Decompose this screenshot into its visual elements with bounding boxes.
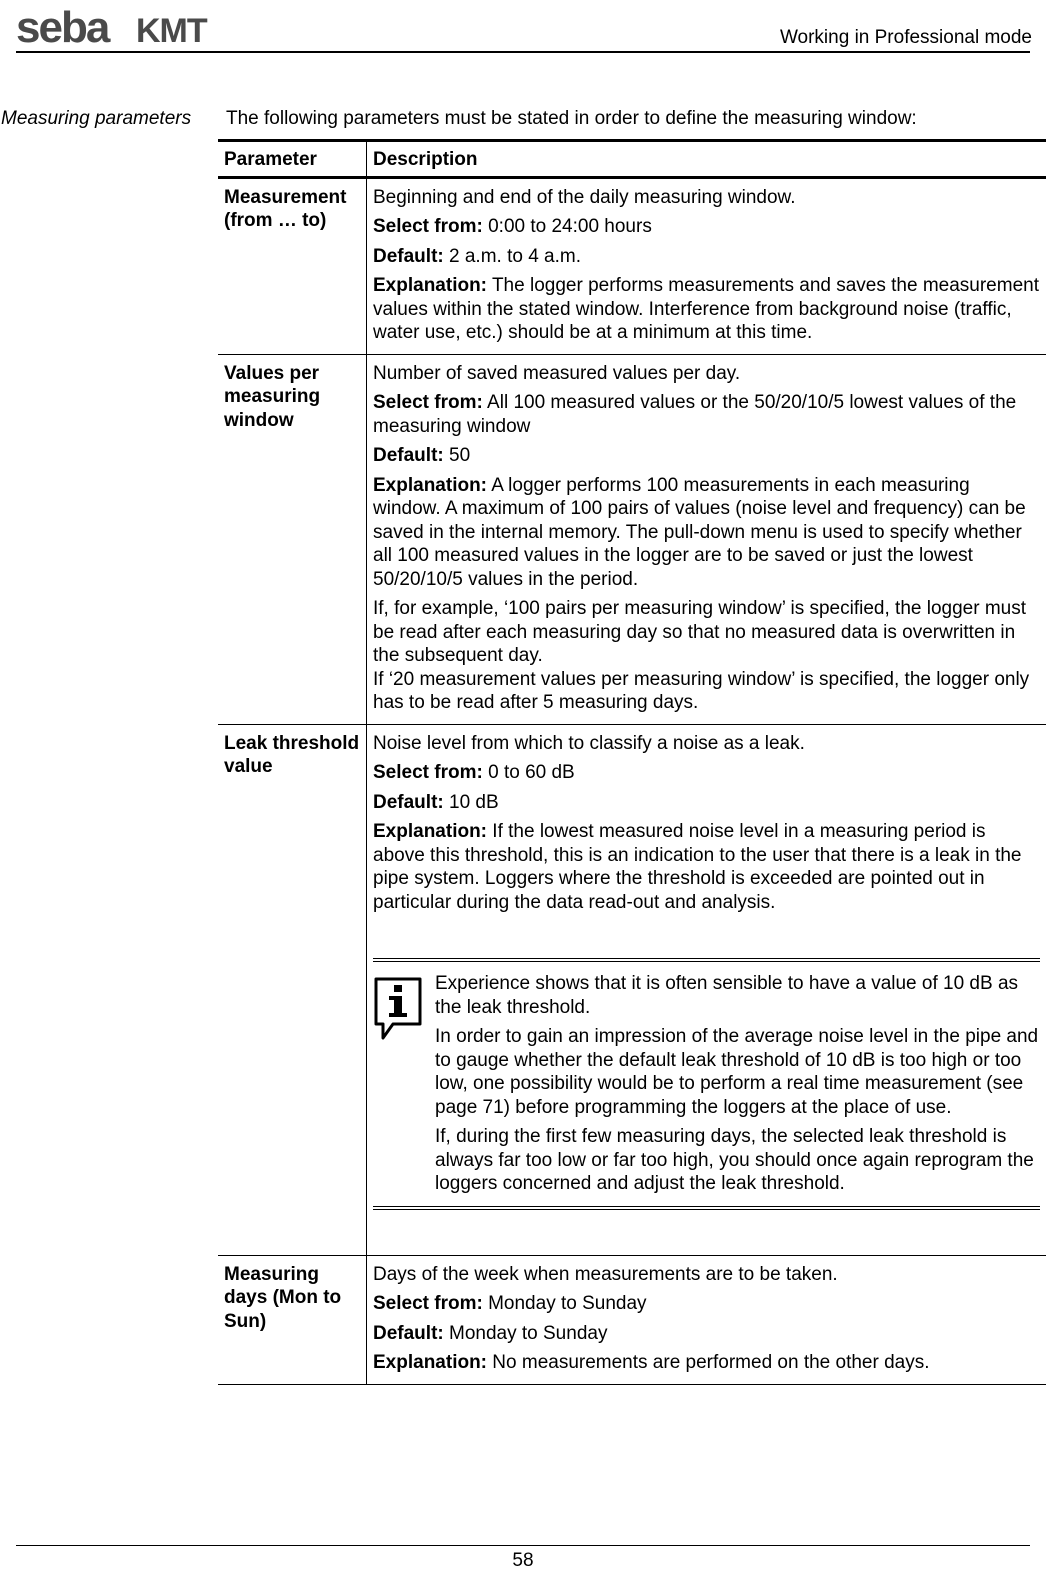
header-parameter: Parameter [218, 141, 367, 178]
desc-default [373, 245, 1040, 269]
param-name: Leak threshold value [218, 724, 367, 1255]
param-name: Values per measuring window [218, 354, 367, 724]
info-note [373, 958, 1040, 1210]
explanation-label: Explanation: [373, 821, 488, 842]
note-body [435, 972, 1040, 1196]
desc-explanation [373, 474, 1040, 592]
table-row [218, 724, 1046, 1255]
select-label: Select from: [373, 392, 483, 413]
desc-explanation [373, 820, 1040, 914]
note-paragraph: Experience shows that it is often sensible to have a value of 10 dB as the leak threshold. [435, 973, 1019, 1018]
header-description: Description [367, 141, 1046, 178]
explanation-text: The logger performs measurements and saves the measurement values within the stated window. Interference from background noise (traffic, water use, etc.) should be at a minimum at this time. [373, 275, 1039, 343]
sebakmt-logo [16, 8, 242, 48]
default-label: Default: [373, 1322, 444, 1344]
example-text-1: If, for example, ‘100 pairs per measuring window’ is specified, the logger must be read after each measuring day so that no measured data is overwritten in the subsequent day. [373, 598, 1026, 666]
param-description [367, 354, 1046, 724]
table-header-row [218, 141, 1046, 178]
parameters-table [218, 139, 1046, 1385]
default-label: Default: [373, 245, 444, 267]
footer-divider [16, 1545, 1030, 1546]
desc-summary: Days of the week when measurements are to be taken. [373, 1263, 838, 1285]
note-paragraph: In order to gain an impression of the average noise level in the pipe and to gauge whether the default leak threshold of 10 dB is too high or too low, one possibility would be to perform a real time measurement (see page 71) before programming the loggers at the place of use. [435, 1026, 1039, 1118]
svg-text:KMT: KMT [136, 12, 207, 48]
explanation-text: If the lowest measured noise level in a measuring period is above this threshold, this is an indication to the user that there is a leak in the pipe system. Loggers where the threshold is exceeded are pointed out in particular during the data read-out and analysis. [373, 821, 1022, 913]
default-value: 10 dB [449, 791, 499, 813]
default-value: 50 [449, 445, 471, 466]
default-label: Default: [373, 791, 444, 813]
desc-select [373, 761, 1040, 785]
param-description [367, 724, 1046, 1255]
default-label: Default: [373, 445, 444, 466]
header-divider [16, 51, 1030, 53]
note-paragraph: If, during the first few measuring days, the selected leak threshold is always far too low or far too high, you should once again reprogram the loggers concerned and adjust the leak threshold. [435, 1126, 1034, 1194]
desc-default [373, 791, 1040, 815]
explanation-label: Explanation: [373, 1352, 488, 1373]
select-label: Select from: [373, 1293, 483, 1314]
param-name: Measurement (from … to) [218, 177, 367, 354]
desc-summary: Number of saved measured values per day. [373, 362, 741, 384]
select-value: 0:00 to 24:00 hours [488, 216, 652, 237]
desc-example [373, 597, 1040, 715]
default-value: 2 a.m. to 4 a.m. [449, 245, 582, 267]
desc-explanation [373, 274, 1040, 345]
explanation-label: Explanation: [373, 474, 488, 496]
desc-select [373, 391, 1040, 438]
explanation-text: No measurements are performed on the other days. [492, 1352, 930, 1373]
select-label: Select from: [373, 216, 483, 237]
select-label: Select from: [373, 762, 483, 783]
desc-default [373, 444, 1040, 468]
desc-select [373, 1292, 1040, 1316]
header-title: Working in Professional mode [779, 27, 1032, 48]
side-label: Measuring parameters [1, 108, 192, 129]
param-name: Measuring days (Mon to Sun) [218, 1255, 367, 1384]
explanation-text: A logger performs 100 measurements in each measuring window. A maximum of 100 pairs of values (noise level and frequency) can be saved in the internal memory. The pull-down menu is used to specify whether all 100 measured values in the logger are to be saved or just the lowest 50/20/10/5 values in the period. [373, 474, 1026, 590]
desc-summary: Noise level from which to classify a noise as a leak. [373, 732, 805, 754]
page-number: 58 [512, 1550, 534, 1571]
desc-default [373, 1322, 1040, 1346]
default-value: Monday to Sunday [449, 1322, 608, 1344]
select-value: 0 to 60 dB [488, 762, 575, 783]
desc-select [373, 215, 1040, 239]
info-icon [373, 972, 435, 1196]
table-row [218, 177, 1046, 354]
svg-text:seba: seba [16, 8, 109, 48]
desc-explanation [373, 1351, 1040, 1375]
explanation-label: Explanation: [373, 275, 488, 296]
select-value: All 100 measured values or the 50/20/10/5 lowest values of the measuring window [373, 392, 1017, 437]
desc-summary: Beginning and end of the daily measuring window. [373, 186, 796, 208]
select-value: Monday to Sunday [488, 1293, 647, 1314]
param-description [367, 177, 1046, 354]
param-description [367, 1255, 1046, 1384]
table-row [218, 1255, 1046, 1384]
example-text-2: If ‘20 measurement values per measuring window’ is specified, the logger only has to be read after 5 measuring days. [373, 668, 1030, 713]
intro-text: The following parameters must be stated in order to define the measuring window: [226, 108, 917, 129]
table-row [218, 354, 1046, 724]
